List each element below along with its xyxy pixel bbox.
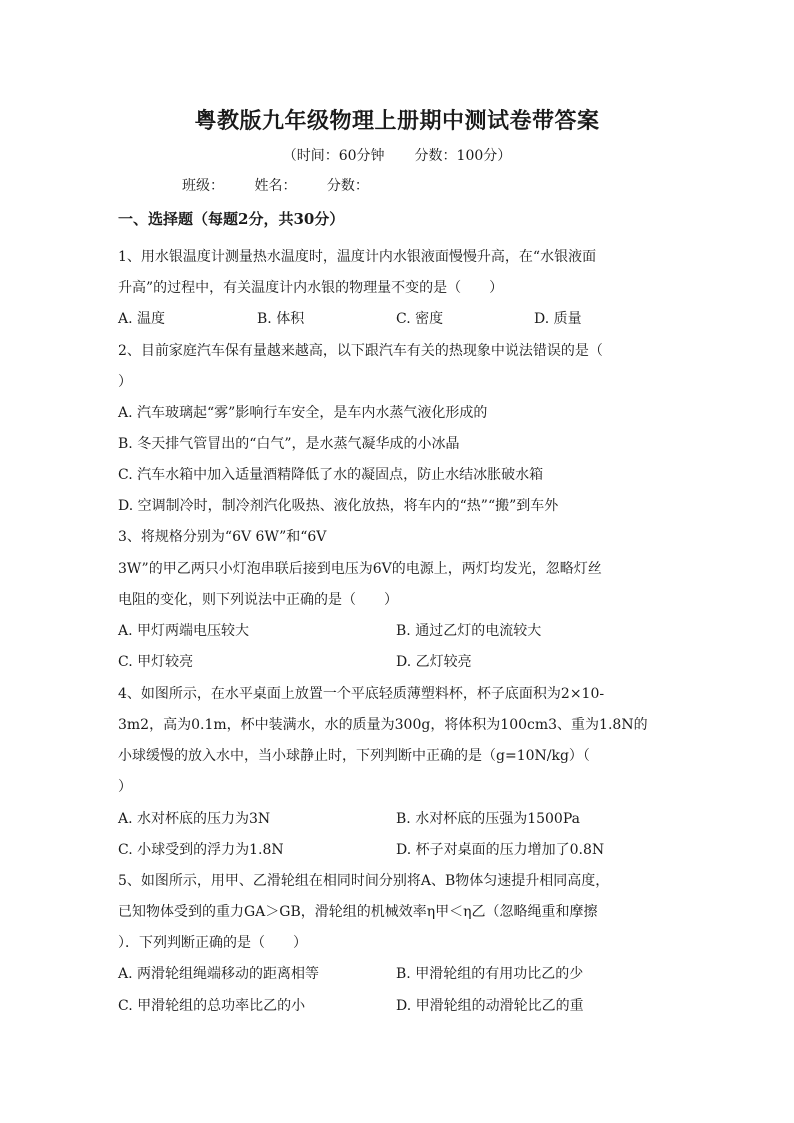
q2-option-c: C. 汽车水箱中加入适量酒精降低了水的凝固点，防止水结冰胀破水箱 [118, 467, 544, 483]
q3-option-a: A. 甲灯两端电压较大 [118, 623, 250, 639]
q5-stem-line-2: 已知物体受到的重力GA＞GB，滑轮组的机械效率η甲＜η乙（忽略绳重和摩擦 [118, 904, 598, 920]
q4-stem-line-2: 3m2，高为0.1m，杯中装满水，水的质量为300g，将体积为100cm3、重为1.8N的 [118, 717, 648, 733]
q5-stem-line-3: ）．下列判断正确的是（ ） [118, 935, 307, 951]
q5-stem-line-1: 5、如图所示，用甲、乙滑轮组在相同时间分别将A、B物体匀速提升相同高度， [118, 873, 610, 889]
q5-options-row-2 [118, 996, 584, 1016]
time-info: （时间：60分钟 [282, 148, 385, 164]
q4-options-row-1 [118, 809, 580, 829]
q4-option-a: A. 水对杯底的压力为3N [118, 811, 271, 827]
q1-option-a: A. 温度 [118, 311, 166, 327]
q4-options-row-2 [118, 840, 605, 860]
q4-stem-line-3: 小球缓慢的放入水中，当小球静止时，下列判断中正确的是（g=10N/kg）（ [118, 748, 590, 764]
class-label: 班级： [182, 178, 224, 194]
q4-option-c: C. 小球受到的浮力为1.8N [118, 842, 284, 858]
q3-options-row-2 [118, 652, 472, 672]
q3-stem-line-1: 3、将规格分别为“6V 6W”和“6V [118, 529, 327, 545]
q2-option-d: D. 空调制冷时，制冷剂汽化吸热、液化放热，将车内的“热”“搬”到车外 [118, 498, 559, 514]
score-info: 分数：100分） [414, 148, 512, 164]
q1-stem-line-1: 1、用水银温度计测量热水温度时，温度计内水银液面慢慢升高，在“水银液面 [118, 249, 597, 265]
q1-option-c: C. 密度 [396, 311, 444, 327]
q3-option-d: D. 乙灯较亮 [396, 654, 472, 670]
q3-options-row-1 [118, 621, 542, 641]
q5-option-c: C. 甲滑轮组的总功率比乙的小 [118, 998, 306, 1014]
q5-option-d: D. 甲滑轮组的动滑轮比乙的重 [396, 998, 584, 1014]
q2-stem-line-1: 2、目前家庭汽车保有量越来越高，以下跟汽车有关的热现象中说法错误的是（ [118, 343, 603, 359]
section-heading: 一、选择题（每题2分，共30分） [118, 210, 345, 228]
student-info-line [182, 175, 395, 195]
name-label: 姓名： [254, 178, 297, 194]
q4-option-d: D. 杯子对桌面的压力增加了0.8N [396, 842, 605, 858]
q3-stem-line-3: 电阻的变化，则下列说法中正确的是（ ） [118, 592, 398, 608]
q1-stem-line-2: 升高”的过程中，有关温度计内水银的物理量不变的是（ ） [118, 280, 504, 296]
score-label: 分数： [326, 178, 369, 194]
q3-option-b: B. 通过乙灯的电流较大 [396, 623, 542, 639]
q1-option-b: B. 体积 [257, 311, 305, 327]
q3-option-c: C. 甲灯较亮 [118, 654, 194, 670]
exam-info [0, 145, 794, 165]
q5-options-row-1 [118, 964, 584, 984]
q1-options [118, 309, 582, 329]
q3-stem-line-2: 3W”的甲乙两只小灯泡串联后接到电压为6V的电源上，两灯均发光，忽略灯丝 [118, 561, 602, 577]
q1-option-d: D. 质量 [534, 311, 582, 327]
q2-stem-line-2: ） [118, 374, 132, 390]
q4-stem-line-4: ） [118, 779, 132, 795]
q2-option-a: A. 汽车玻璃起“雾”影响行车安全，是车内水蒸气液化形成的 [118, 405, 488, 421]
q5-option-b: B. 甲滑轮组的有用功比乙的少 [396, 966, 584, 982]
q4-option-b: B. 水对杯底的压强为1500Pa [396, 811, 580, 827]
q5-option-a: A. 两滑轮组绳端移动的距离相等 [118, 966, 320, 982]
page-title: 粤教版九年级物理上册期中测试卷带答案 [194, 108, 600, 134]
q4-stem-line-1: 4、如图所示，在水平桌面上放置一个平底轻质薄塑料杯，杯子底面积为2×10- [118, 686, 605, 702]
q2-option-b: B. 冬天排气管冒出的“白气”，是水蒸气凝华成的小冰晶 [118, 436, 460, 452]
